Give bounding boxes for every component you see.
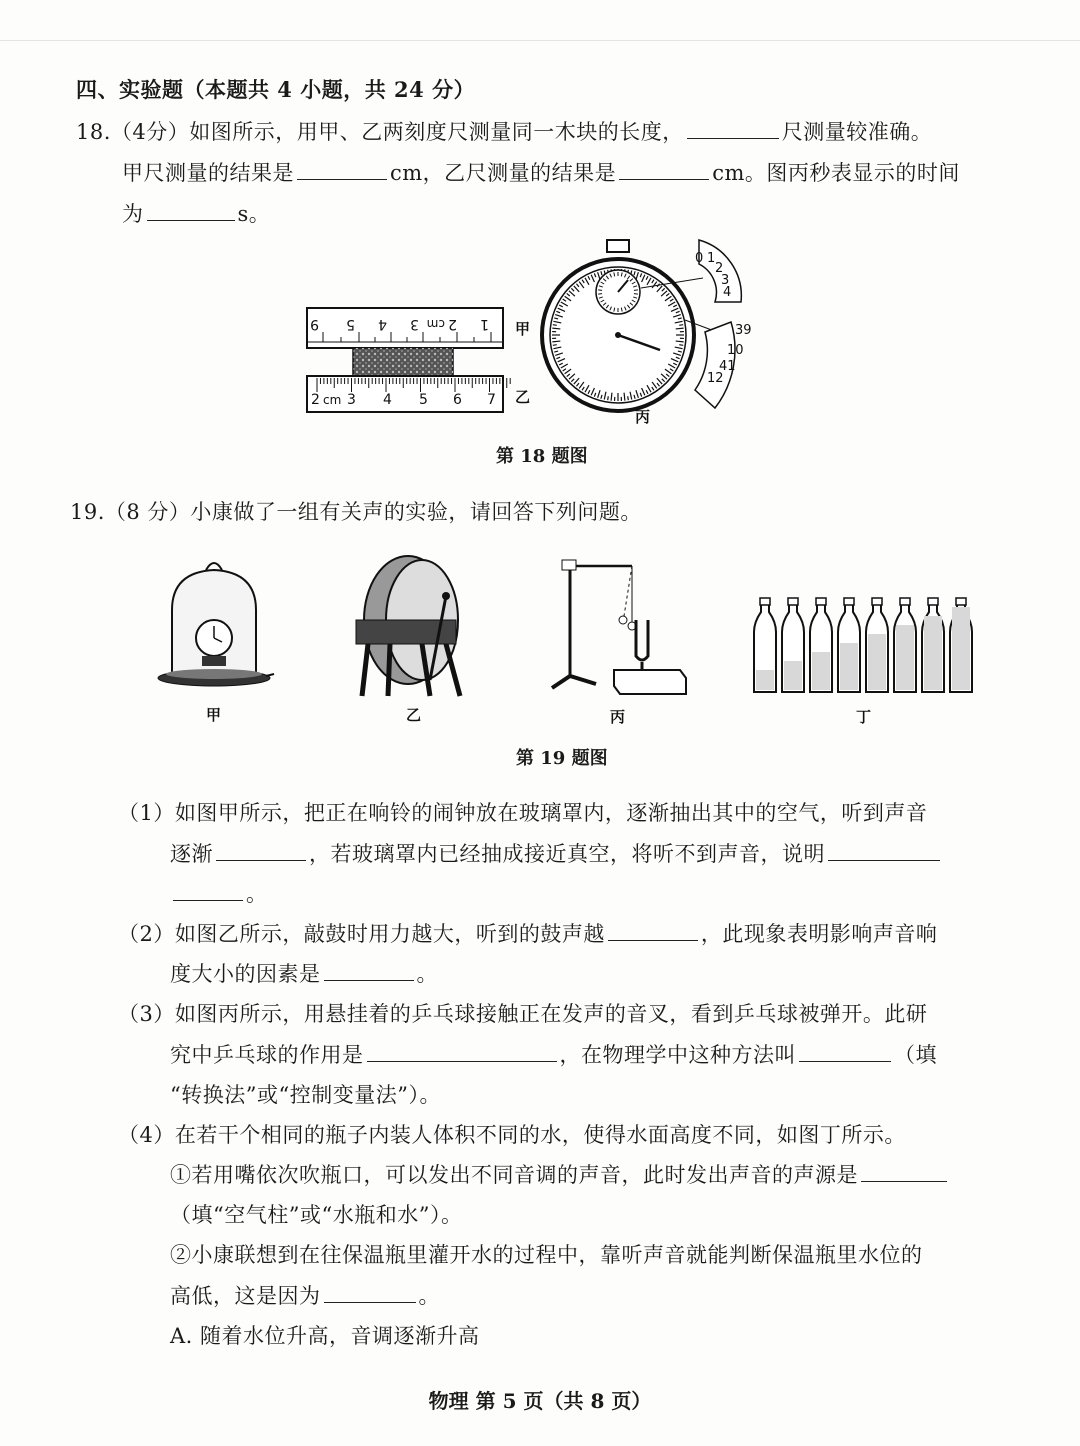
wood-grain bbox=[353, 348, 453, 376]
ruler-jia-tick: 4 bbox=[378, 316, 387, 332]
fig-label-ding: 丁 bbox=[856, 708, 872, 726]
answer-blank[interactable] bbox=[324, 979, 414, 981]
zoom-minute-dial bbox=[695, 240, 741, 302]
q18-line-3 bbox=[122, 198, 270, 228]
bottles-apparatus bbox=[754, 598, 972, 692]
bottle-water bbox=[784, 661, 802, 690]
answer-blank[interactable] bbox=[799, 1060, 891, 1062]
answer-blank[interactable] bbox=[173, 899, 243, 901]
fig-label-jia: 甲 bbox=[206, 706, 222, 724]
ruler-jia-unit: cm bbox=[426, 317, 445, 331]
bottle-cap bbox=[956, 598, 966, 605]
q19-p4-line3: （填“空气柱”或“水瓶和水”）。 bbox=[170, 1203, 463, 1227]
ruler-yi-tick: 5 bbox=[419, 392, 428, 408]
zoom-small-label: 1 bbox=[707, 251, 716, 266]
ruler-yi-tick: 6 bbox=[453, 392, 462, 408]
q18-text-f: 为 bbox=[122, 202, 144, 226]
q19-p3-line2 bbox=[170, 1039, 937, 1069]
answer-blank[interactable] bbox=[147, 219, 235, 221]
bottle-water bbox=[924, 616, 942, 690]
q18-text-b: 尺测量较准确。 bbox=[781, 120, 933, 144]
page-top-edge bbox=[0, 40, 1080, 41]
bottle-cap bbox=[872, 598, 882, 605]
zoom-big-label: 12 bbox=[707, 371, 724, 386]
fig-label-yi: 乙 bbox=[406, 706, 422, 724]
q19-p2-text: 。 bbox=[416, 962, 438, 986]
q19-p1-text: ，若玻璃罩内已经抽成接近真空，将听不到声音，说明 bbox=[309, 842, 825, 866]
q19-p3-text: 究中乒乓球的作用是 bbox=[170, 1043, 364, 1067]
q19-p4-line5 bbox=[170, 1280, 440, 1310]
answer-blank[interactable] bbox=[687, 137, 779, 139]
q19-p1-line1: （1）如图甲所示，把正在响铃的闹钟放在玻璃罩内，逐渐抽出其中的空气，听到声音 bbox=[118, 801, 928, 825]
zoom-small-label: 2 bbox=[715, 261, 724, 276]
q19-p1-line3 bbox=[170, 878, 268, 908]
q18-line-2 bbox=[122, 157, 960, 187]
answer-blank[interactable] bbox=[861, 1180, 947, 1182]
page-footer: 物理 第 5 页（共 8 页） bbox=[428, 1389, 652, 1413]
q18-figure bbox=[295, 232, 795, 432]
zoom-small-label: 0 bbox=[695, 251, 704, 266]
bottle-cap bbox=[788, 598, 798, 605]
q18-line-1 bbox=[76, 116, 932, 146]
bottle-water bbox=[756, 670, 774, 690]
q19-p2-text: ，此现象表明影响声音响 bbox=[700, 922, 938, 946]
q19-figure bbox=[150, 550, 980, 730]
q19-p3-line1: （3）如图丙所示，用悬挂着的乒乓球接触正在发声的音叉，看到乒乓球被弹开。此研 bbox=[118, 1002, 928, 1026]
q19-p2-line1 bbox=[118, 918, 937, 948]
bottle-water bbox=[952, 607, 970, 690]
tuning-fork-apparatus bbox=[552, 560, 686, 726]
q19-intro: 19.（8 分）小康做了一组有关声的实验，请回答下列问题。 bbox=[70, 500, 642, 524]
answer-blank[interactable] bbox=[324, 1301, 416, 1303]
bottle-cap bbox=[760, 598, 770, 605]
ruler-jia-tick: 5 bbox=[346, 316, 355, 332]
bottle-water bbox=[812, 652, 830, 690]
section-title: 四、实验题（本题共 4 小题，共 24 分） bbox=[76, 77, 476, 102]
ruler-yi-tick: 7 bbox=[487, 392, 496, 408]
fig-label-bing: 丙 bbox=[610, 708, 626, 726]
zoom-big-label: 10 bbox=[727, 343, 744, 358]
ruler-jia-tick: 1 bbox=[480, 316, 489, 332]
ruler-jia-tick: 3 bbox=[410, 316, 419, 332]
ruler-jia-tick: 2 bbox=[448, 316, 457, 332]
q19-p4-text: ①若用嘴依次吹瓶口，可以发出不同音调的声音，此时发出声音的声源是 bbox=[170, 1163, 858, 1187]
ruler-yi-tick: 2 bbox=[311, 392, 320, 408]
answer-blank[interactable] bbox=[367, 1060, 557, 1062]
q19-p3-text: （填 bbox=[894, 1043, 937, 1067]
answer-blank[interactable] bbox=[297, 178, 387, 180]
q18-text-g: s。 bbox=[237, 202, 271, 226]
zoom-big-label: 41 bbox=[719, 359, 736, 374]
bottle-cap bbox=[928, 598, 938, 605]
ruler-yi-unit: cm bbox=[323, 393, 342, 407]
q19-caption: 第 19 题图 bbox=[516, 748, 608, 769]
ruler-jia-tick: 9 bbox=[310, 316, 319, 332]
q19-p4-line2 bbox=[170, 1159, 950, 1189]
q18-text-e: cm。图丙秒表显示的时间 bbox=[712, 161, 960, 185]
bell-jar-apparatus bbox=[158, 563, 274, 724]
q19-p3-line3: “转换法”或“控制变量法”）。 bbox=[170, 1083, 441, 1107]
answer-blank[interactable] bbox=[216, 859, 306, 861]
q19-p4-text: 高低，这是因为 bbox=[170, 1284, 321, 1308]
q19-p4-text: 。 bbox=[418, 1284, 440, 1308]
q19-p1-line2 bbox=[170, 838, 943, 868]
q19-p2-line2 bbox=[170, 958, 438, 988]
q18-text-c: 甲尺测量的结果是 bbox=[122, 161, 294, 185]
q19-p2-text: （2）如图乙所示，敲鼓时用力越大，听到的鼓声越 bbox=[118, 922, 605, 946]
q18-text-a: 18.（4分）如图所示，用甲、乙两刻度尺测量同一木块的长度， bbox=[76, 120, 684, 144]
zoom-big-label: 39 bbox=[735, 323, 752, 338]
q19-p1-text: 逐渐 bbox=[170, 842, 213, 866]
drum-apparatus bbox=[356, 556, 460, 724]
zoom-small-label: 4 bbox=[723, 285, 732, 300]
ruler-yi bbox=[307, 376, 530, 412]
q18-text-d: cm，乙尺测量的结果是 bbox=[390, 161, 617, 185]
zoom-small-label: 3 bbox=[721, 273, 730, 288]
stopwatch-label: 丙 bbox=[635, 408, 651, 426]
zoom-second-dial bbox=[695, 322, 752, 408]
q19-option-a: A. 随着水位升高，音调逐渐升高 bbox=[170, 1324, 480, 1348]
q19-p4-line4: ②小康联想到在往保温瓶里灌开水的过程中，靠听声音就能判断保温瓶里水位的 bbox=[170, 1243, 923, 1267]
bottle-water bbox=[840, 643, 858, 690]
ruler-jia-label: 甲 bbox=[515, 320, 531, 338]
answer-blank[interactable] bbox=[608, 939, 698, 941]
bottle-water bbox=[868, 634, 886, 690]
q19-p1-text: 。 bbox=[246, 882, 268, 906]
bottle-cap bbox=[844, 598, 854, 605]
q18-caption: 第 18 题图 bbox=[496, 446, 588, 467]
bottle-cap bbox=[816, 598, 826, 605]
bottle-water bbox=[896, 625, 914, 690]
ruler-yi-tick: 4 bbox=[383, 392, 392, 408]
q19-p2-text: 度大小的因素是 bbox=[170, 962, 321, 986]
ruler-yi-label: 乙 bbox=[515, 388, 531, 406]
ruler-yi-tick: 3 bbox=[347, 392, 356, 408]
q19-p4-line1: （4）在若干个相同的瓶子内装人体积不同的水，使得水面高度不同，如图丁所示。 bbox=[118, 1123, 906, 1147]
answer-blank[interactable] bbox=[619, 178, 709, 180]
ruler-jia bbox=[307, 308, 530, 348]
q19-p3-text: ，在物理学中这种方法叫 bbox=[559, 1043, 796, 1067]
bottle-cap bbox=[900, 598, 910, 605]
answer-blank[interactable] bbox=[828, 859, 940, 861]
